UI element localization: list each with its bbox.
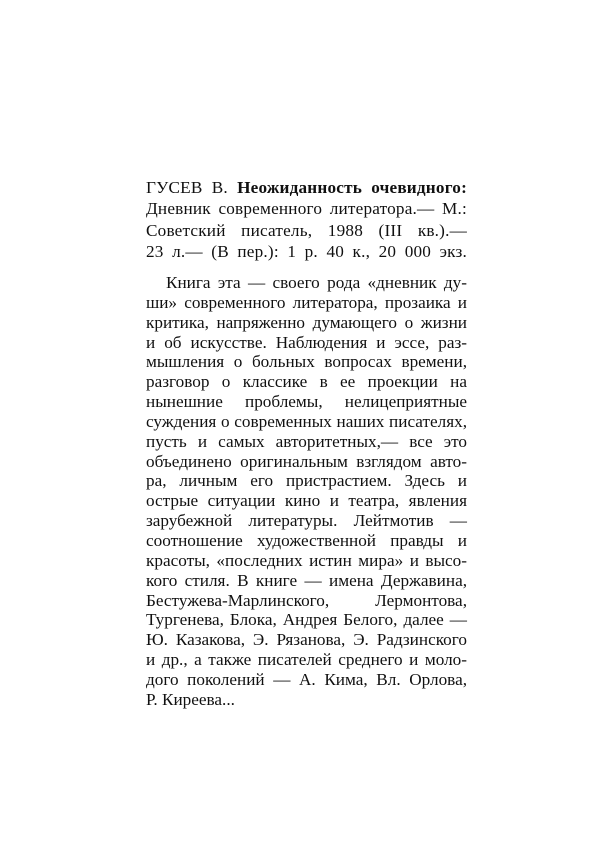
- annotation-line: Бестужева-Марлинского, Лермонтова,: [146, 590, 467, 610]
- annotation-line: пусть и самых авторитетных,— все это: [146, 431, 467, 451]
- annotation-line: и об искусстве. Наблюдения и эссе, раз-: [146, 332, 467, 352]
- annotation-line: Книга эта — своего рода «дневник ду-: [166, 273, 467, 292]
- annotation-line: Тургенева, Блока, Андрея Белого, далее —: [146, 610, 467, 630]
- annotation-line: зарубежной литературы. Лейтмотив —: [146, 511, 467, 531]
- annotation-line: критика, напряженно думающего о жизни: [146, 312, 467, 332]
- author-name: ГУСЕВ В.: [146, 178, 228, 197]
- annotation-line: красоты, «последних истин мира» и высо-: [146, 550, 467, 570]
- bibliographic-entry: [146, 177, 467, 262]
- annotation-line: объединено оригинальным взглядом авто-: [146, 451, 467, 471]
- annotation-line: ра, личным его пристрастием. Здесь и: [146, 471, 467, 491]
- annotation-paragraph: [146, 273, 467, 710]
- annotation-line: Ю. Казакова, Э. Рязанова, Э. Радзинского: [146, 630, 467, 650]
- annotation-line: разговор о классике в ее проекции на: [146, 372, 467, 392]
- annotation-line: кого стиля. В книге — имена Державина,: [146, 570, 467, 590]
- bib-line: Советский писатель, 1988 (III кв.).—: [146, 220, 467, 240]
- annotation-line: острые ситуации кино и театра, явления: [146, 491, 467, 511]
- annotation-line: суждения о современных наших писателях,: [146, 411, 467, 431]
- bib-heading-line: [146, 177, 467, 198]
- annotation-line: и др., а также писателей среднего и моло-: [146, 650, 467, 670]
- bib-line: Дневник современного литератора.— М.:: [146, 199, 467, 219]
- annotation-line: соотношение художественной правды и: [146, 530, 467, 550]
- annotation-line: дого поколений — А. Кима, Вл. Орлова,: [146, 669, 467, 689]
- book-title: Неожиданность очевидного:: [237, 178, 468, 197]
- annotation-line: мышления о больных вопросах времени,: [146, 352, 467, 372]
- annotation-line: Р. Киреева...: [146, 689, 235, 709]
- annotation-line: ши» современного литератора, прозаика и: [146, 292, 467, 312]
- bib-line: 23 л.— (В пер.): 1 р. 40 к., 20 000 экз.: [146, 241, 467, 261]
- annotation-line: нынешние проблемы, нелицеприятные: [146, 392, 467, 412]
